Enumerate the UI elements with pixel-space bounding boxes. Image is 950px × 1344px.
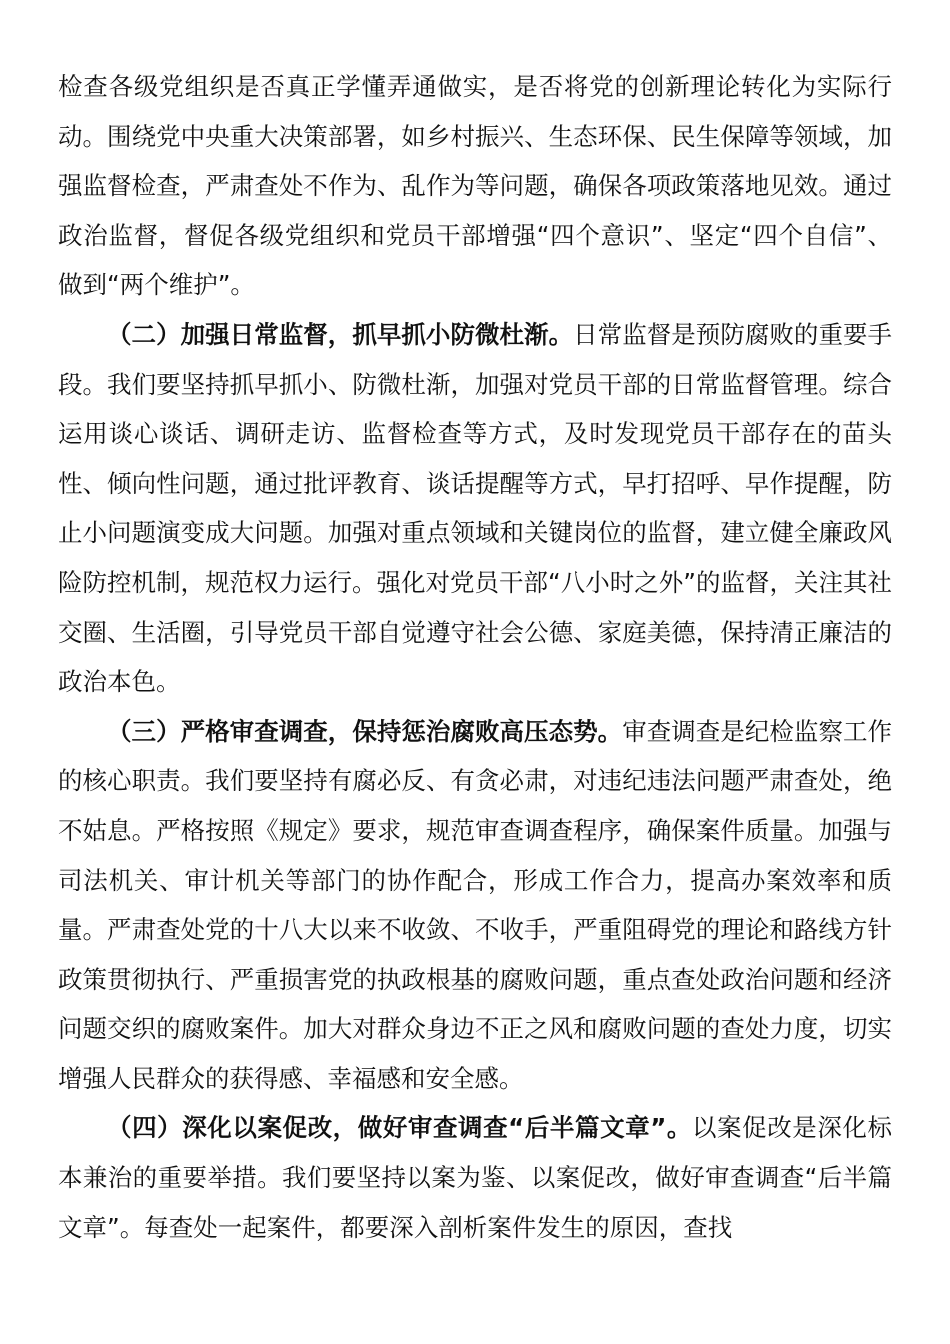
paragraph-4-body: 以案促改是深化标本兼治的重要举措。我们要坚持以案为鉴、以案促改，做好审查调查“后半篇文章”。每查处一起案件，都要深入剖析案件发生的原因，查找	[58, 1113, 893, 1242]
paragraph-3-body: 审查调查是纪检监察工作的核心职责。我们要坚持有腐必反、有贪必肃，对违纪违法问题严肃查处，绝不姑息。严格按照《规定》要求，规范审查调查程序，确保案件质量。加强与司法机关、审计机关等部门的协作配合，形成工作合力，提高办案效率和质量。严肃查处党的十八大以来不收敛、不收手，严重阻碍党的理论和路线方针政策贯彻执行、严重损害党的执政根基的腐败问题，重点查处政治问题和经济问题交织的腐败案件。加大对群众身边不正之风和腐败问题的查处力度，切实增强人民群众的获得感、幸福感和安全感。	[58, 716, 893, 1093]
document-page	[58, 62, 892, 1252]
paragraph-4	[58, 1103, 892, 1252]
paragraph-2-body: 日常监督是预防腐败的重要手段。我们要坚持抓早抓小、防微杜渐，加强对党员干部的日常监督管理。综合运用谈心谈话、调研走访、监督检查等方式，及时发现党员干部存在的苗头性、倾向性问题，通过批评教育、谈话提醒等方式，早打招呼、早作提醒，防止小问题演变成大问题。加强对重点领域和关键岗位的监督，建立健全廉政风险防控机制，规范权力运行。强化对党员干部“八小时之外”的监督，关注其社交圈、生活圈，引导党员干部自觉遵守社会公德、家庭美德，保持清正廉洁的政治本色。	[58, 319, 893, 697]
paragraph-2	[58, 310, 892, 707]
paragraph-3-heading: （三）严格审查调查，保持惩治腐败高压态势。	[107, 716, 623, 746]
paragraph-1	[58, 62, 892, 310]
paragraph-3	[58, 707, 892, 1104]
paragraph-2-heading: （二）加强日常监督，抓早抓小防微杜渐。	[107, 319, 574, 349]
paragraph-1-body: 检查各级党组织是否真正学懂弄通做实，是否将党的创新理论转化为实际行动。围绕党中央重大决策部署，如乡村振兴、生态环保、民生保障等领域，加强监督检查，严肃查处不作为、乱作为等问题，确保各项政策落地见效。通过政治监督，督促各级党组织和党员干部增强“四个意识”、坚定“四个自信”、做到“两个维护”。	[58, 72, 892, 300]
paragraph-4-heading: （四）深化以案促改，做好审查调查“后半篇文章”。	[107, 1113, 692, 1143]
